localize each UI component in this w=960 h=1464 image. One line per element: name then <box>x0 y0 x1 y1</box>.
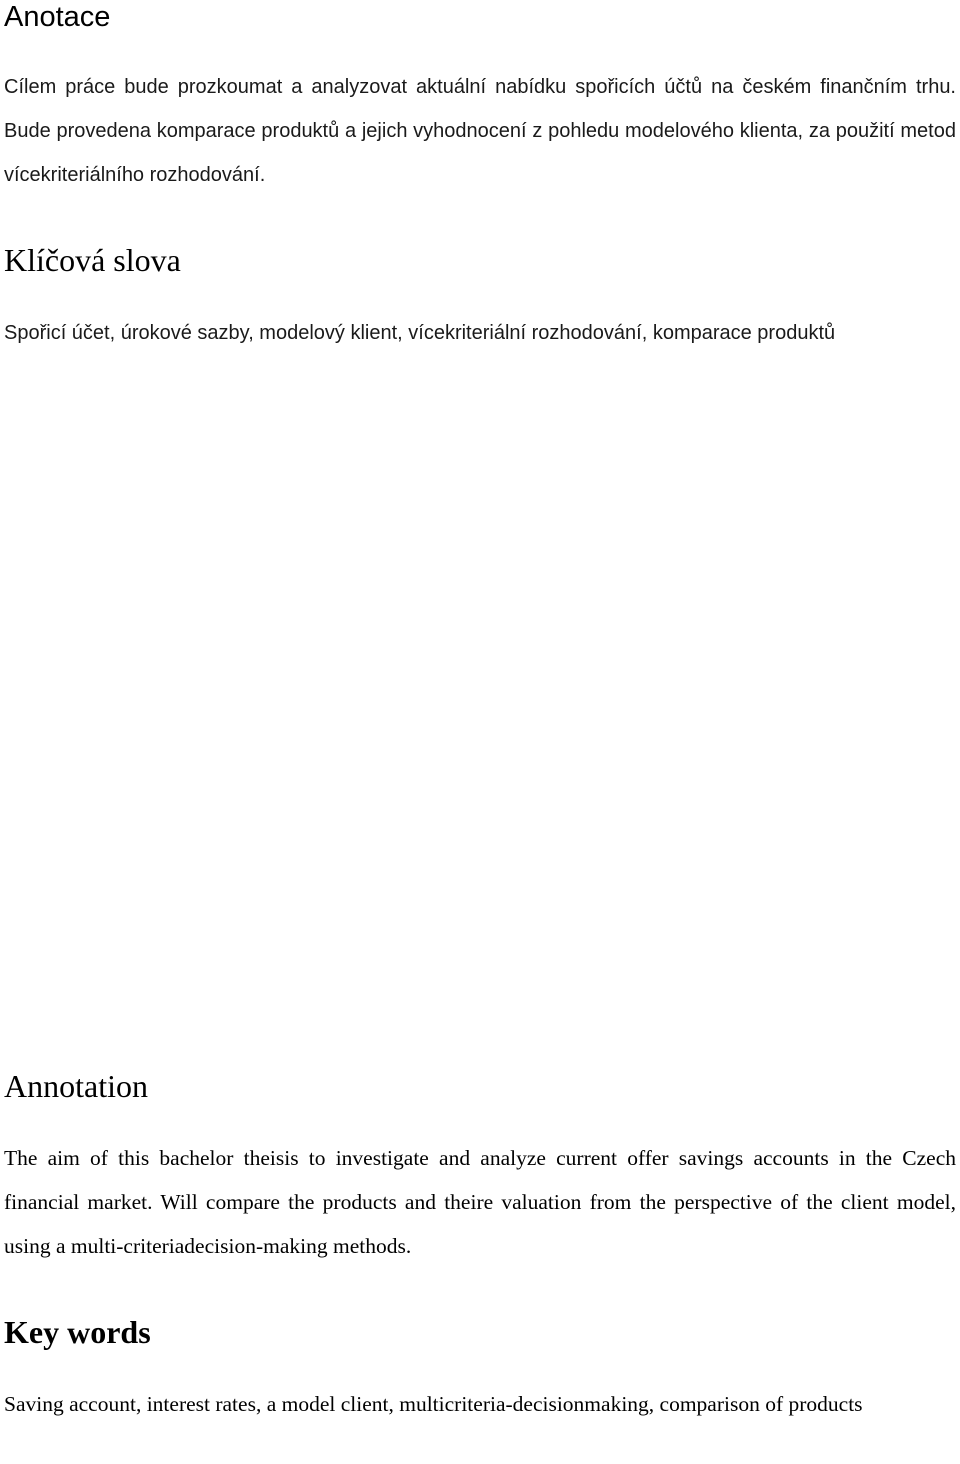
heading-key-words: Key words <box>4 1314 151 1350</box>
paragraph-klicova-slova: Spořicí účet, úrokové sazby, modelový klient, vícekriteriální rozhodování, komparace produktů <box>4 322 836 344</box>
section-annotation-body <box>4 1136 956 1268</box>
paragraph-anotace: Cílem práce bude prozkoumat a analyzovat aktuální nabídku spořicích účtů na českém finančním trhu. Bude provedena komparace produktů a jejich vyhodnocení z pohledu modelového klienta, za použití metod vícekriteriálního rozhodování. <box>4 76 956 186</box>
section-anotace-body <box>4 65 956 197</box>
heading-anotace: Anotace <box>4 1 111 33</box>
heading-annotation: Annotation <box>4 1068 148 1104</box>
section-key-words <box>4 1314 956 1350</box>
section-klicova-slova <box>4 242 956 278</box>
paragraph-annotation: The aim of this bachelor theisis to investigate and analyze current offer savings accounts in the Czech financial market. Will compare the products and theire valuation from the perspective of the client model, using a multi-criteriadecision-making methods. <box>4 1146 956 1258</box>
section-klicova-slova-body <box>4 311 956 355</box>
section-anotace <box>4 0 956 34</box>
section-annotation <box>4 1068 956 1104</box>
section-key-words-body <box>4 1382 956 1426</box>
paragraph-key-words: Saving account, interest rates, a model client, multicriteria-decisionmaking, comparison of products <box>4 1392 863 1416</box>
heading-klicova-slova: Klíčová slova <box>4 242 181 278</box>
